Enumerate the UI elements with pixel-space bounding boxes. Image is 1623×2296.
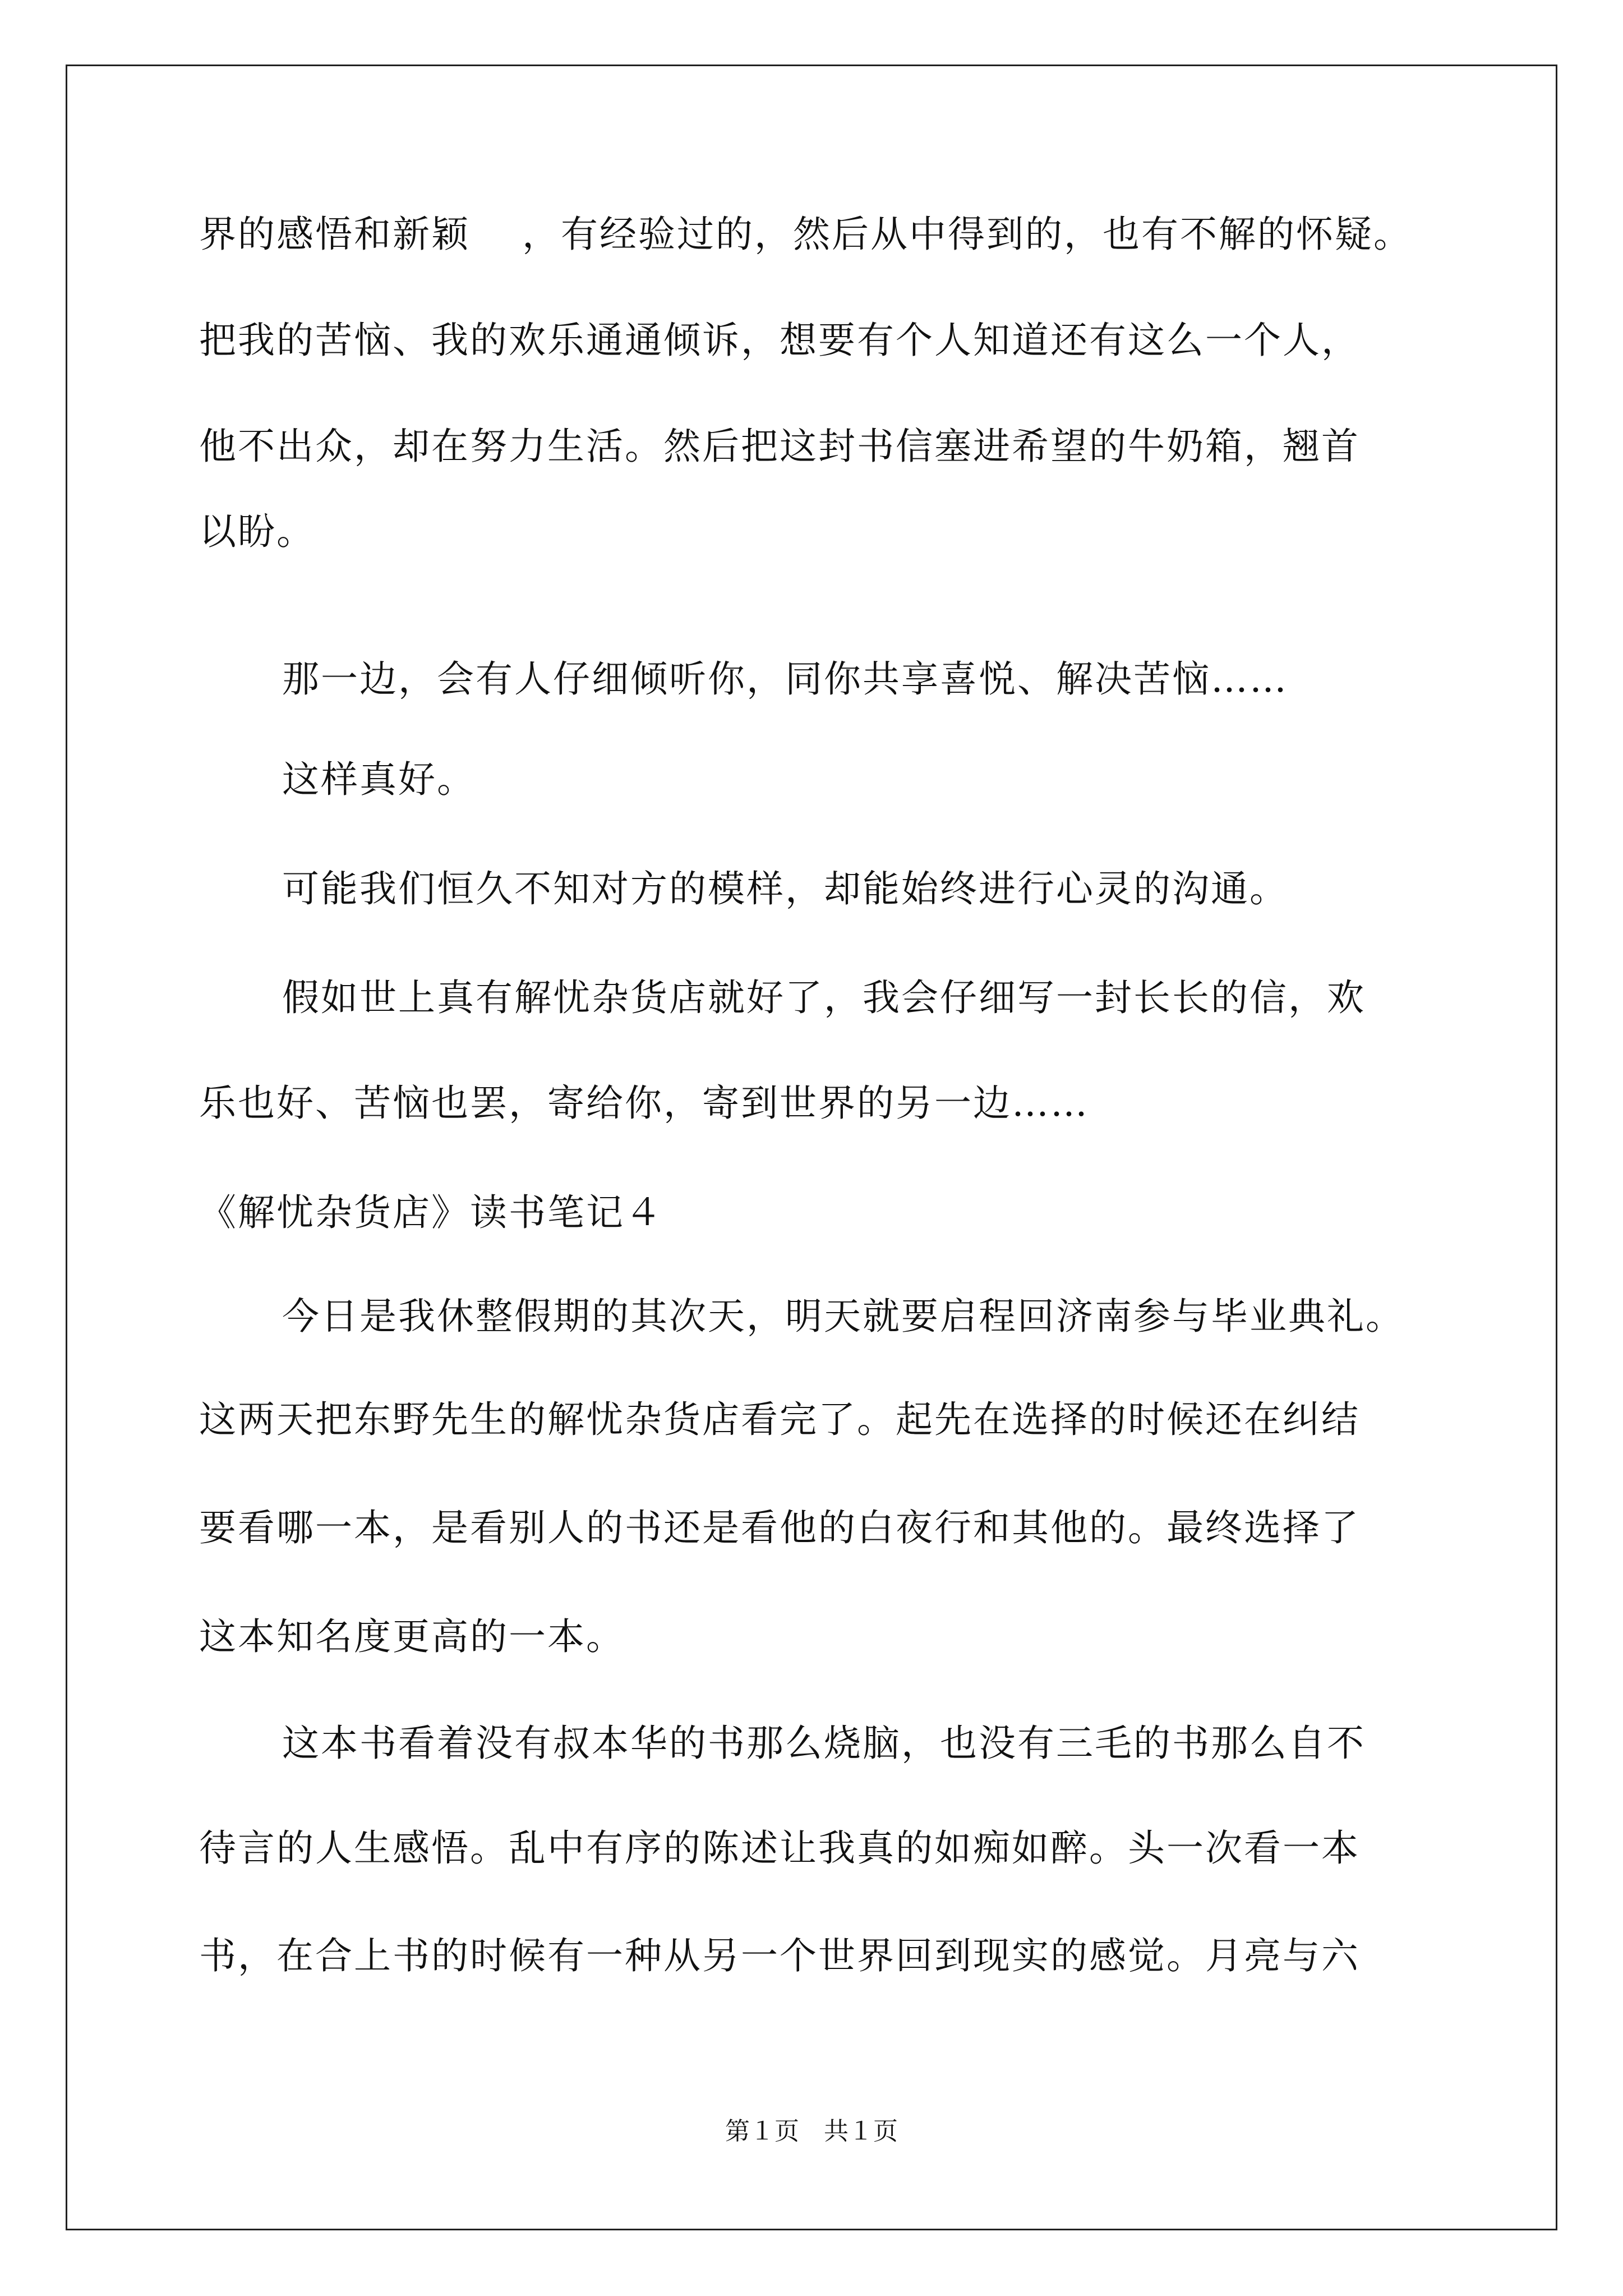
body-line-11: 今日是我休整假期的其次天，明天就要启程回济南参与毕业典礼。 bbox=[282, 1295, 1404, 1338]
body-line-8: 假如世上真有解忧杂货店就好了，我会仔细写一封长长的信，欢 bbox=[282, 976, 1366, 1019]
body-line-12: 这两天把东野先生的解忧杂货店看完了。起先在选择的时候还在纠结 bbox=[199, 1398, 1360, 1441]
body-line-1: 界的感悟和新颖 ，有经验过的，然后从中得到的，也有不解的怀疑。 bbox=[199, 213, 1412, 256]
body-line-17: 书，在合上书的时候有一种从另一个世界回到现实的感觉。月亮与六 bbox=[199, 1934, 1360, 1977]
body-line-14: 这本知名度更高的一本。 bbox=[199, 1615, 625, 1658]
body-line-2: 把我的苦恼、我的欢乐通通倾诉，想要有个人知道还有这么一个人， bbox=[199, 319, 1360, 362]
body-line-15: 这本书看着没有叔本华的书那么烧脑，也没有三毛的书那么自不 bbox=[282, 1722, 1366, 1765]
section-heading: 《解忧杂货店》读书笔记４ bbox=[199, 1191, 663, 1234]
body-line-13: 要看哪一本，是看别人的书还是看他的白夜行和其他的。最终选择了 bbox=[199, 1506, 1360, 1549]
body-line-4: 以盼。 bbox=[199, 510, 315, 553]
body-line-9: 乐也好、苦恼也罢，寄给你，寄到世界的另一边…… bbox=[199, 1082, 1089, 1125]
body-line-6: 这样真好。 bbox=[282, 758, 476, 801]
body-line-3: 他不出众，却在努力生活。然后把这封书信塞进希望的牛奶箱，翘首 bbox=[199, 425, 1360, 468]
page-frame bbox=[66, 65, 1557, 2230]
body-line-5: 那一边，会有人仔细倾听你，同你共享喜悦、解决苦恼…… bbox=[282, 657, 1288, 701]
body-line-16: 待言的人生感悟。乱中有序的陈述让我真的如痴如醉。头一次看一本 bbox=[199, 1826, 1360, 1870]
page-footer: 第１页 共１页 bbox=[725, 2117, 898, 2146]
body-line-7: 可能我们恒久不知对方的模样，却能始终进行心灵的沟通。 bbox=[282, 867, 1288, 910]
